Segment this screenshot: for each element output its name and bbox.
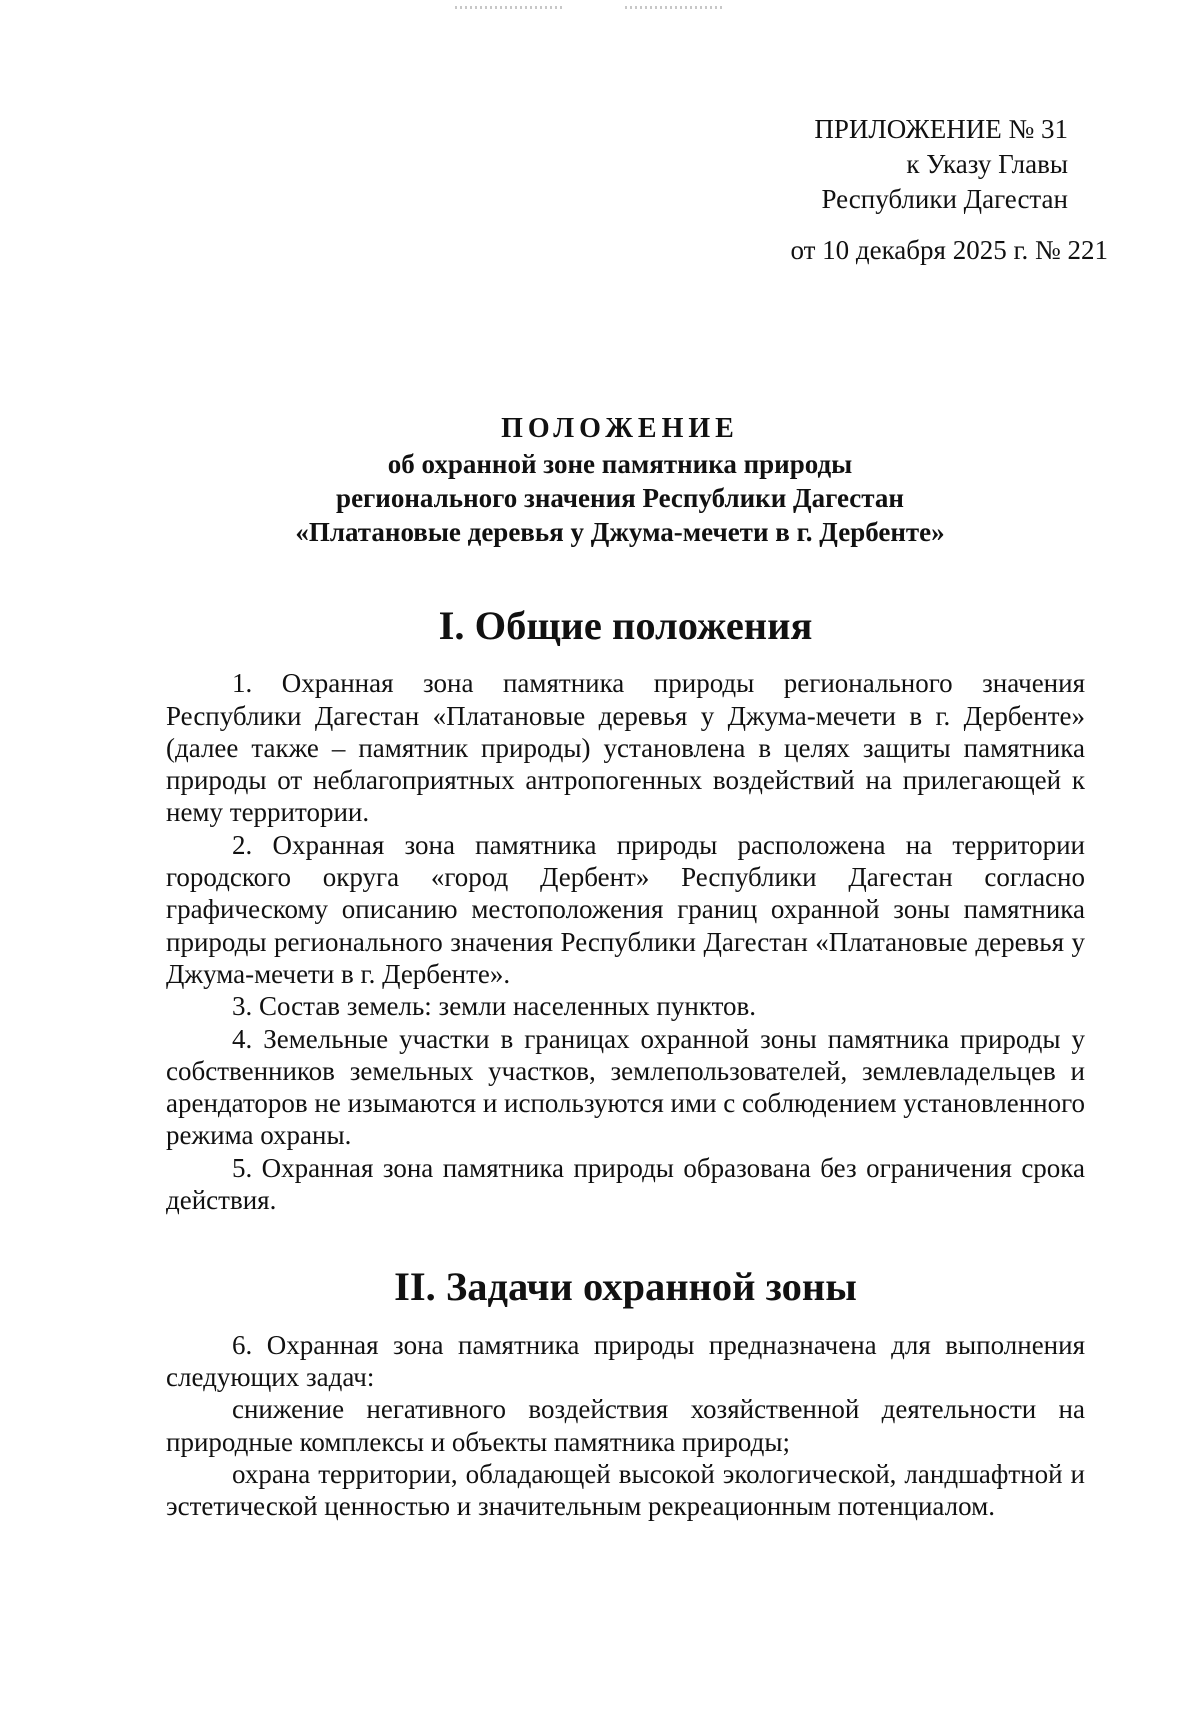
- section-heading-tasks: II. Задачи охранной зоны: [394, 1264, 857, 1310]
- task-item-1: снижение негативного воздействия хозяйственной деятельности на природные комплексы и объекты памятника природы;: [166, 1394, 1085, 1457]
- paragraph-1: 1. Охранная зона памятника природы регионального значения Республики Дагестан «Платановые деревья у Джума-мечети в г. Дербенте» (далее также – памятник природы) установлена в целях защиты памятника природы от неблагоприятных антропогенных воздействий на прилегающей к нему территории.: [166, 668, 1085, 828]
- appendix-date: от 10 декабря 2025 г. № 221: [790, 235, 1108, 265]
- document-title: ПОЛОЖЕНИЕ: [501, 413, 739, 444]
- paragraph-2: 2. Охранная зона памятника природы расположена на территории городского округа «город Дербент» Республики Дагестан согласно графическому описанию местоположения границ охранной зоны памятника природы регионального значения Республики Дагестан «Платановые деревья у Джума-мечети в г. Дербенте».: [166, 829, 1085, 989]
- appendix-header: [688, 112, 1108, 268]
- scan-artifact: [625, 6, 725, 9]
- paragraph-6: 6. Охранная зона памятника природы предназначена для выполнения следующих задач:: [166, 1329, 1085, 1392]
- document-body: [166, 603, 1085, 1522]
- task-item-2: охрана территории, обладающей высокой экологической, ландшафтной и эстетической ценностью и значительным рекреационным потенциалом.: [166, 1458, 1085, 1522]
- scan-artifact: [455, 6, 565, 9]
- document-subtitle-line2: регионального значения Республики Дагестан: [336, 483, 904, 513]
- document-title-block: [160, 412, 1080, 549]
- paragraph-3: 3. Состав земель: земли населенных пунктов.: [232, 991, 757, 1022]
- appendix-authority: Республики Дагестан: [821, 184, 1068, 214]
- section-heading-general: I. Общие положения: [438, 603, 813, 648]
- document-subtitle-line3: «Платановые деревья у Джума-мечети в г. Дербенте»: [295, 517, 945, 547]
- document-subtitle-line1: об охранной зоне памятника природы: [387, 449, 853, 479]
- paragraph-4: 4. Земельные участки в границах охранной зоны памятника природы у собственников земельных участков, землепользователей, землевладельцев и арендаторов не изымаются и используются ими с соблюдением установленного режима охраны.: [166, 1023, 1085, 1151]
- appendix-number: ПРИЛОЖЕНИЕ № 31: [814, 114, 1068, 144]
- appendix-reference: к Указу Главы: [906, 149, 1068, 179]
- paragraph-5: 5. Охранная зона памятника природы образована без ограничения срока действия.: [166, 1152, 1085, 1216]
